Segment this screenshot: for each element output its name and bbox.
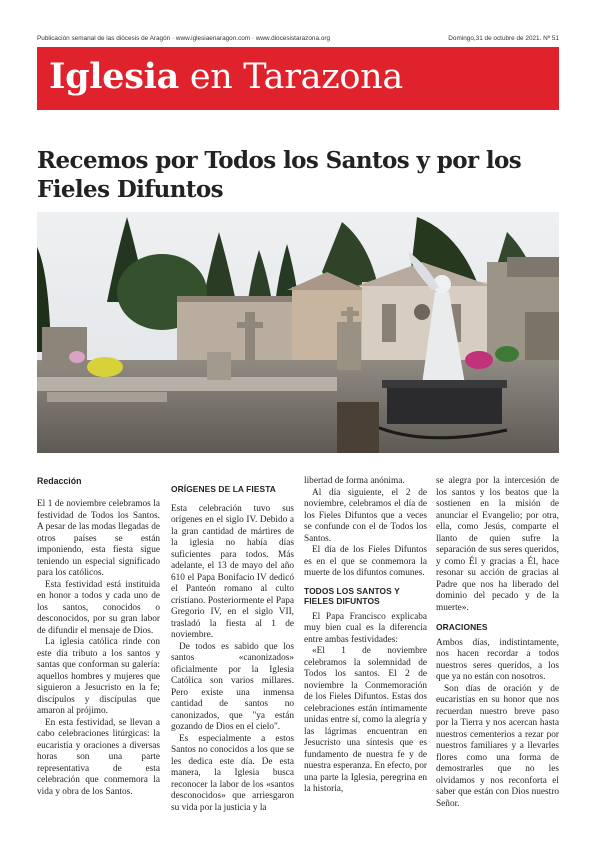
masthead-title-light: en Tarazona (179, 57, 403, 97)
cemetery-photo (37, 212, 559, 453)
masthead-title (49, 58, 403, 96)
section-heading-saints-and-faithful: TODOS LOS SANTOS Y FIELES DIFUNTOS (304, 585, 400, 606)
byline: Redacción (37, 476, 82, 486)
paragraph: Al día siguiente, el 2 de noviembre, celebramos el día de los Fieles Difuntos que a veces se confunde con el de Todos los Santos. (304, 487, 427, 544)
issue-info-bar (37, 35, 559, 42)
paragraph: El Papa Francisco explicaba muy bien cual es la diferencia entre ambas festividades: (304, 611, 427, 645)
paragraph: Esta festividad está instituida en honor a todos y cada uno de los santos, conocidos o desconocidos, por su gran labor de difundir el mensaje de Dios. (37, 579, 160, 636)
paragraph: La iglesia católica rinde con este día tributo a los santos y santas que conforman su galería: aquellos hombres y mujeres que siguieron a Jesucristo en la fe; discípulos y discípulas que amaron al prójimo. (37, 637, 160, 716)
paragraph: Son días de oración y de eucaristías en su honor que nos recuerdan nuestro breve paso por la Tierra y nos acercan hasta nuestros cementerios a rezar por nuestros familiares y a llevarles flores como una forma de demostrarles que no les olvidamos y nos reconforta el saber que están con Dios nuestro Señor. (436, 683, 559, 809)
paragraph: En esta festividad, se llevan a cabo celebraciones litúrgicas: la eucaristía y oraciones a diversas horas son una parte representativa de esta celebración que conmemora la vida y obra de los Santos. (37, 717, 160, 797)
paragraph: Es especialmente a estos Santos no conocidos a los que se les dedica este día. De esta manera, la Iglesia busca reconocer la labor de los «santos desconocidos» que arriesgaron su vida por la justicia y la (171, 733, 294, 813)
paragraph: El 1 de noviembre celebramos la festividad de Todos los Santos. A pesar de las modas llegadas de otros países se están imponiendo, esta fiesta sigue teniendo un especial significado para los católicos. (37, 499, 160, 578)
paragraph: De todos es sabido que los santos «canonizados» oficialmente por la Iglesia Católica son varios millares. Pero existe una inmensa cantidad de santos no canonizados, que "ya están gozando de Dios en el cielo". (171, 641, 294, 732)
paragraph: Esta celebración tuvo sus orígenes en el siglo IV. Debido a la gran cantidad de mártires de la iglesia no había días suficientes para todos. Más adelante, el 13 de mayo del año 610 el Papa Bonifacio IV dedicó el Panteón romano al culto cristiano. Posteriormente el Papa Gregorio IV, en el siglo VII, trasladó la fiesta al 1 de noviembre. (171, 503, 294, 640)
article-column-2 (171, 476, 294, 814)
publication-info: Publicación semanal de las diócesis de Aragón · www.iglesiaenaragon.com · www.diocesistarazona.org (37, 35, 331, 42)
article-column-3 (304, 476, 427, 796)
article-column-4 (436, 476, 559, 810)
paragraph: Ambos días, indistintamente, nos hacen recordar a todos nuestros seres queridos, a los que ya no están con nosotros. (436, 637, 559, 682)
paragraph: El día de los Fieles Difuntos es en el que se conmemora la muerte de los difuntos comunes. (304, 545, 427, 578)
paragraph: se alegra por la intercesión de los santos y los beatos que la sostienen en la misión de anunciar el Evangelio; por otra, ella, como Jesús, comparte el llanto de quien sufre la separación de sus seres queridos, y como Él y gracias a Él, hace resonar su acción de gracias al Padre que nos ha liberado del dominio del pecado y de la muerte». (436, 476, 559, 613)
section-heading-origins: ORÍGENES DE LA FIESTA (171, 484, 276, 494)
section-heading-prayers: ORACIONES (436, 622, 488, 632)
quote-paragraph: «El 1 de noviembre celebramos la solemnidad de Todos los santos. El 2 de noviembre la Conmemoración de los Fieles Difuntos. Estas dos celebraciones están íntimamente unidas entre sí, como la alegría y las lágrimas encuentran en Jesucristo una síntesis que es fundamento de nuestra fe y de nuestra esperanza. En efecto, por una parte la Iglesia, peregrina en la historia, (304, 646, 427, 794)
article-headline: Recemos por Todos los Santos y por los Fieles Difuntos (37, 147, 522, 203)
masthead-banner (37, 47, 559, 110)
article-column-1 (37, 476, 160, 798)
issue-date: Domingo,31 de octubre de 2021. Nº 51 (448, 35, 559, 42)
masthead-title-bold: Iglesia (49, 56, 179, 97)
paragraph: libertad de forma anónima. (304, 476, 405, 486)
